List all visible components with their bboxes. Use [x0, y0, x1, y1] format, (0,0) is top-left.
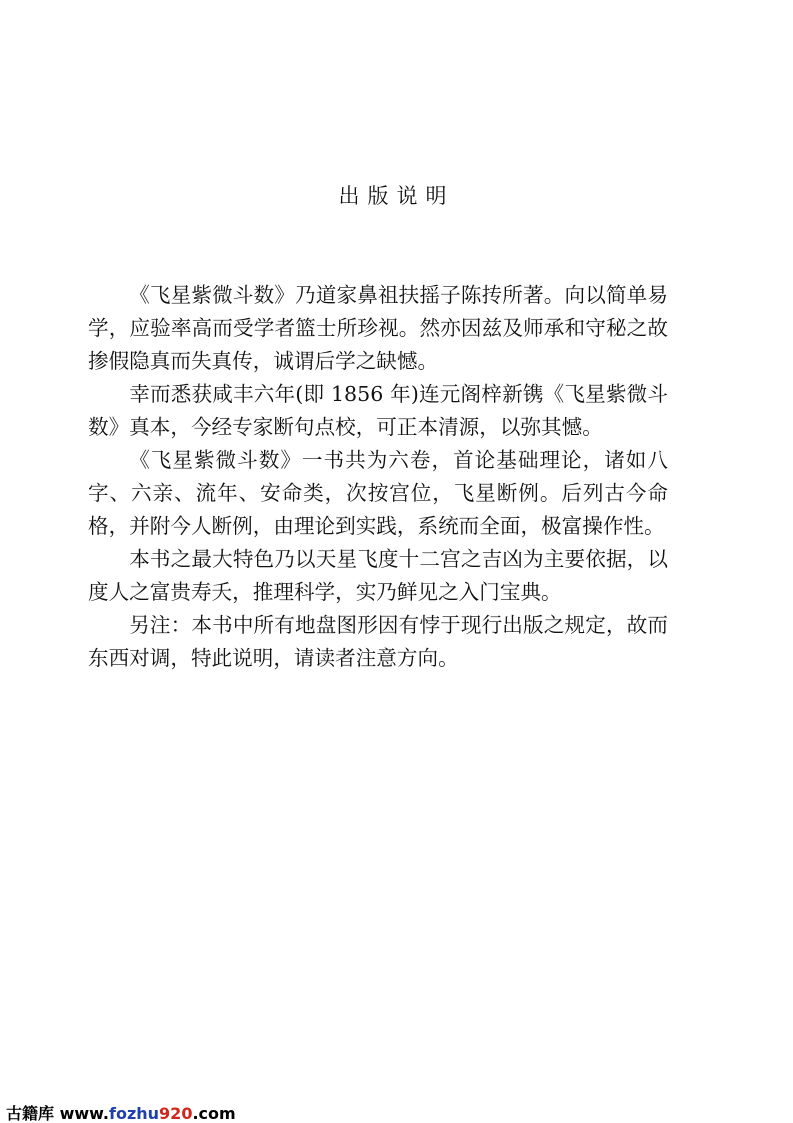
paragraph-4: 本书之最大特色乃以天星飞度十二宫之吉凶为主要依据，以度人之富贵寿夭，推理科学，实乃鲜见之入门宝典。	[88, 547, 668, 604]
footer-url-number: 920	[159, 1104, 193, 1123]
paragraph-1: 《飞星紫微斗数》乃道家鼻祖扶摇子陈抟所著。向以简单易学，应验率高而受学者篮士所珍视。然亦因兹及师承和守秘之故掺假隐真而失真传，诚谓后学之缺憾。	[88, 283, 668, 373]
body-text	[88, 279, 668, 675]
footer-watermark	[6, 1106, 236, 1122]
footer-url-suffix: .com	[192, 1104, 236, 1123]
footer-url-prefix: www.	[59, 1104, 109, 1123]
paragraph-2: 幸而悉获咸丰六年(即 1856 年)连元阁梓新镌《飞星紫微斗数》真本，今经专家断句点校，可正本清源，以弥其憾。	[88, 382, 668, 439]
paragraph-3: 《飞星紫微斗数》一书共为六卷，首论基础理论，诸如八字、六亲、流年、安命类，次按宫位，飞星断例。后列古今命格，并附今人断例，由理论到实践，系统而全面，极富操作性。	[88, 448, 668, 538]
paragraph-5: 另注：本书中所有地盘图形因有悖于现行出版之规定，故而东西对调，特此说明，请读者注意方向。	[88, 613, 668, 670]
footer-url-domain: fozhu	[109, 1104, 160, 1123]
page-title: 出版说明	[338, 184, 455, 208]
footer-site-name: 古籍库	[6, 1104, 55, 1123]
